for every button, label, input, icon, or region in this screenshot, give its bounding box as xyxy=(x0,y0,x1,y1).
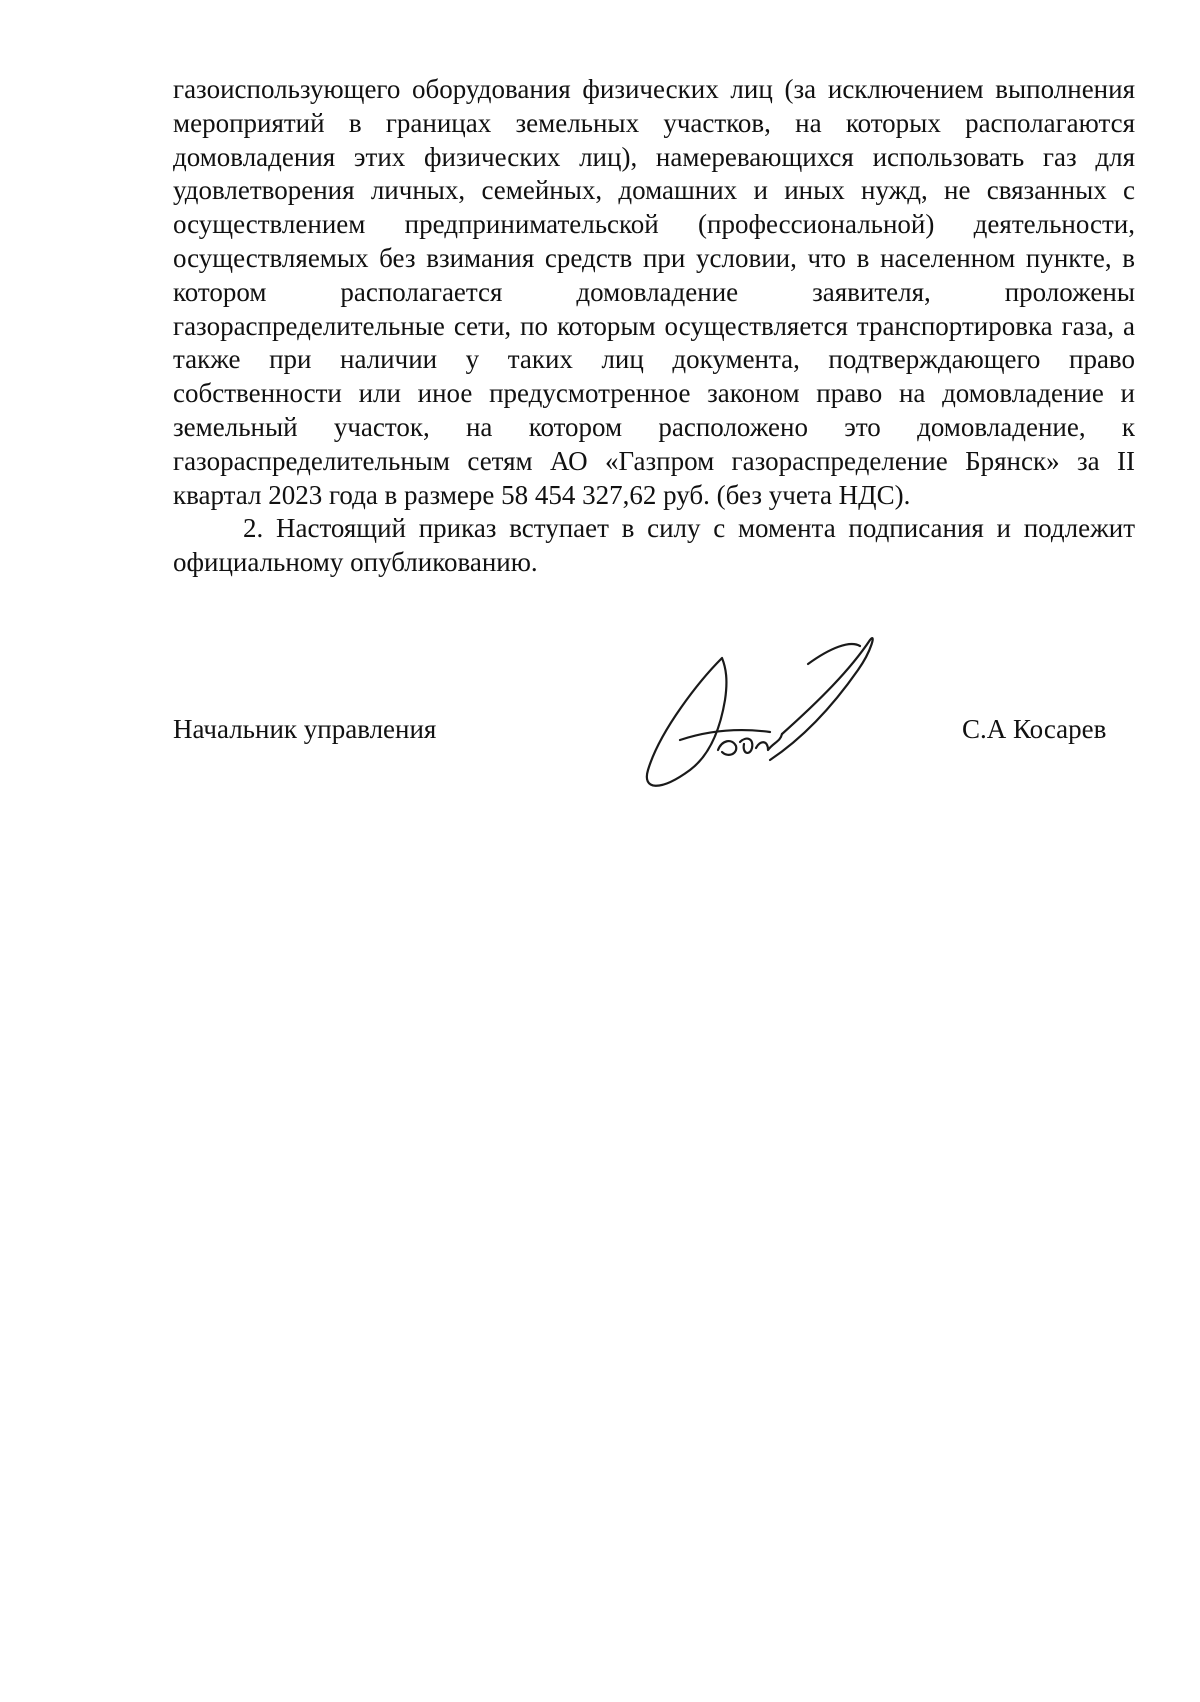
paragraph-1: газоиспользующего оборудования физических лиц (за исключением выполнения мероприятий в границах земельных участков, на которых располагаются домовладения этих физических лиц), намеревающихся использовать газ для удовлетворения личных, семейных, домашних и иных нужд, не связанных с осуществлением предпринимательской (профессиональной) деятельности, осуществляемых без взимания средств при условии, что в населенном пункте, в котором располагается домовладение заявителя, проложены газораспределительные сети, по которым осуществляется транспортировка газа, а также при наличии у таких лиц документа, подтверждающего право собственности или иное предусмотренное законом право на домовладение и земельный участок, на котором расположено это домовладение, к газораспределительным сетям АО «Газпром газораспределение Брянск» за II квартал 2023 года в размере 58 454 327,62 руб. (без учета НДС). xyxy=(173,74,1135,510)
handwritten-signature xyxy=(640,630,940,800)
document-body xyxy=(173,73,1135,580)
signatory-name: С.А Косарев xyxy=(962,714,1107,744)
signatory-title: Начальник управления xyxy=(173,714,437,744)
paragraph-2: 2. Настоящий приказ вступает в силу с момента подписания и подлежит официальному опубликованию. xyxy=(173,513,1135,578)
